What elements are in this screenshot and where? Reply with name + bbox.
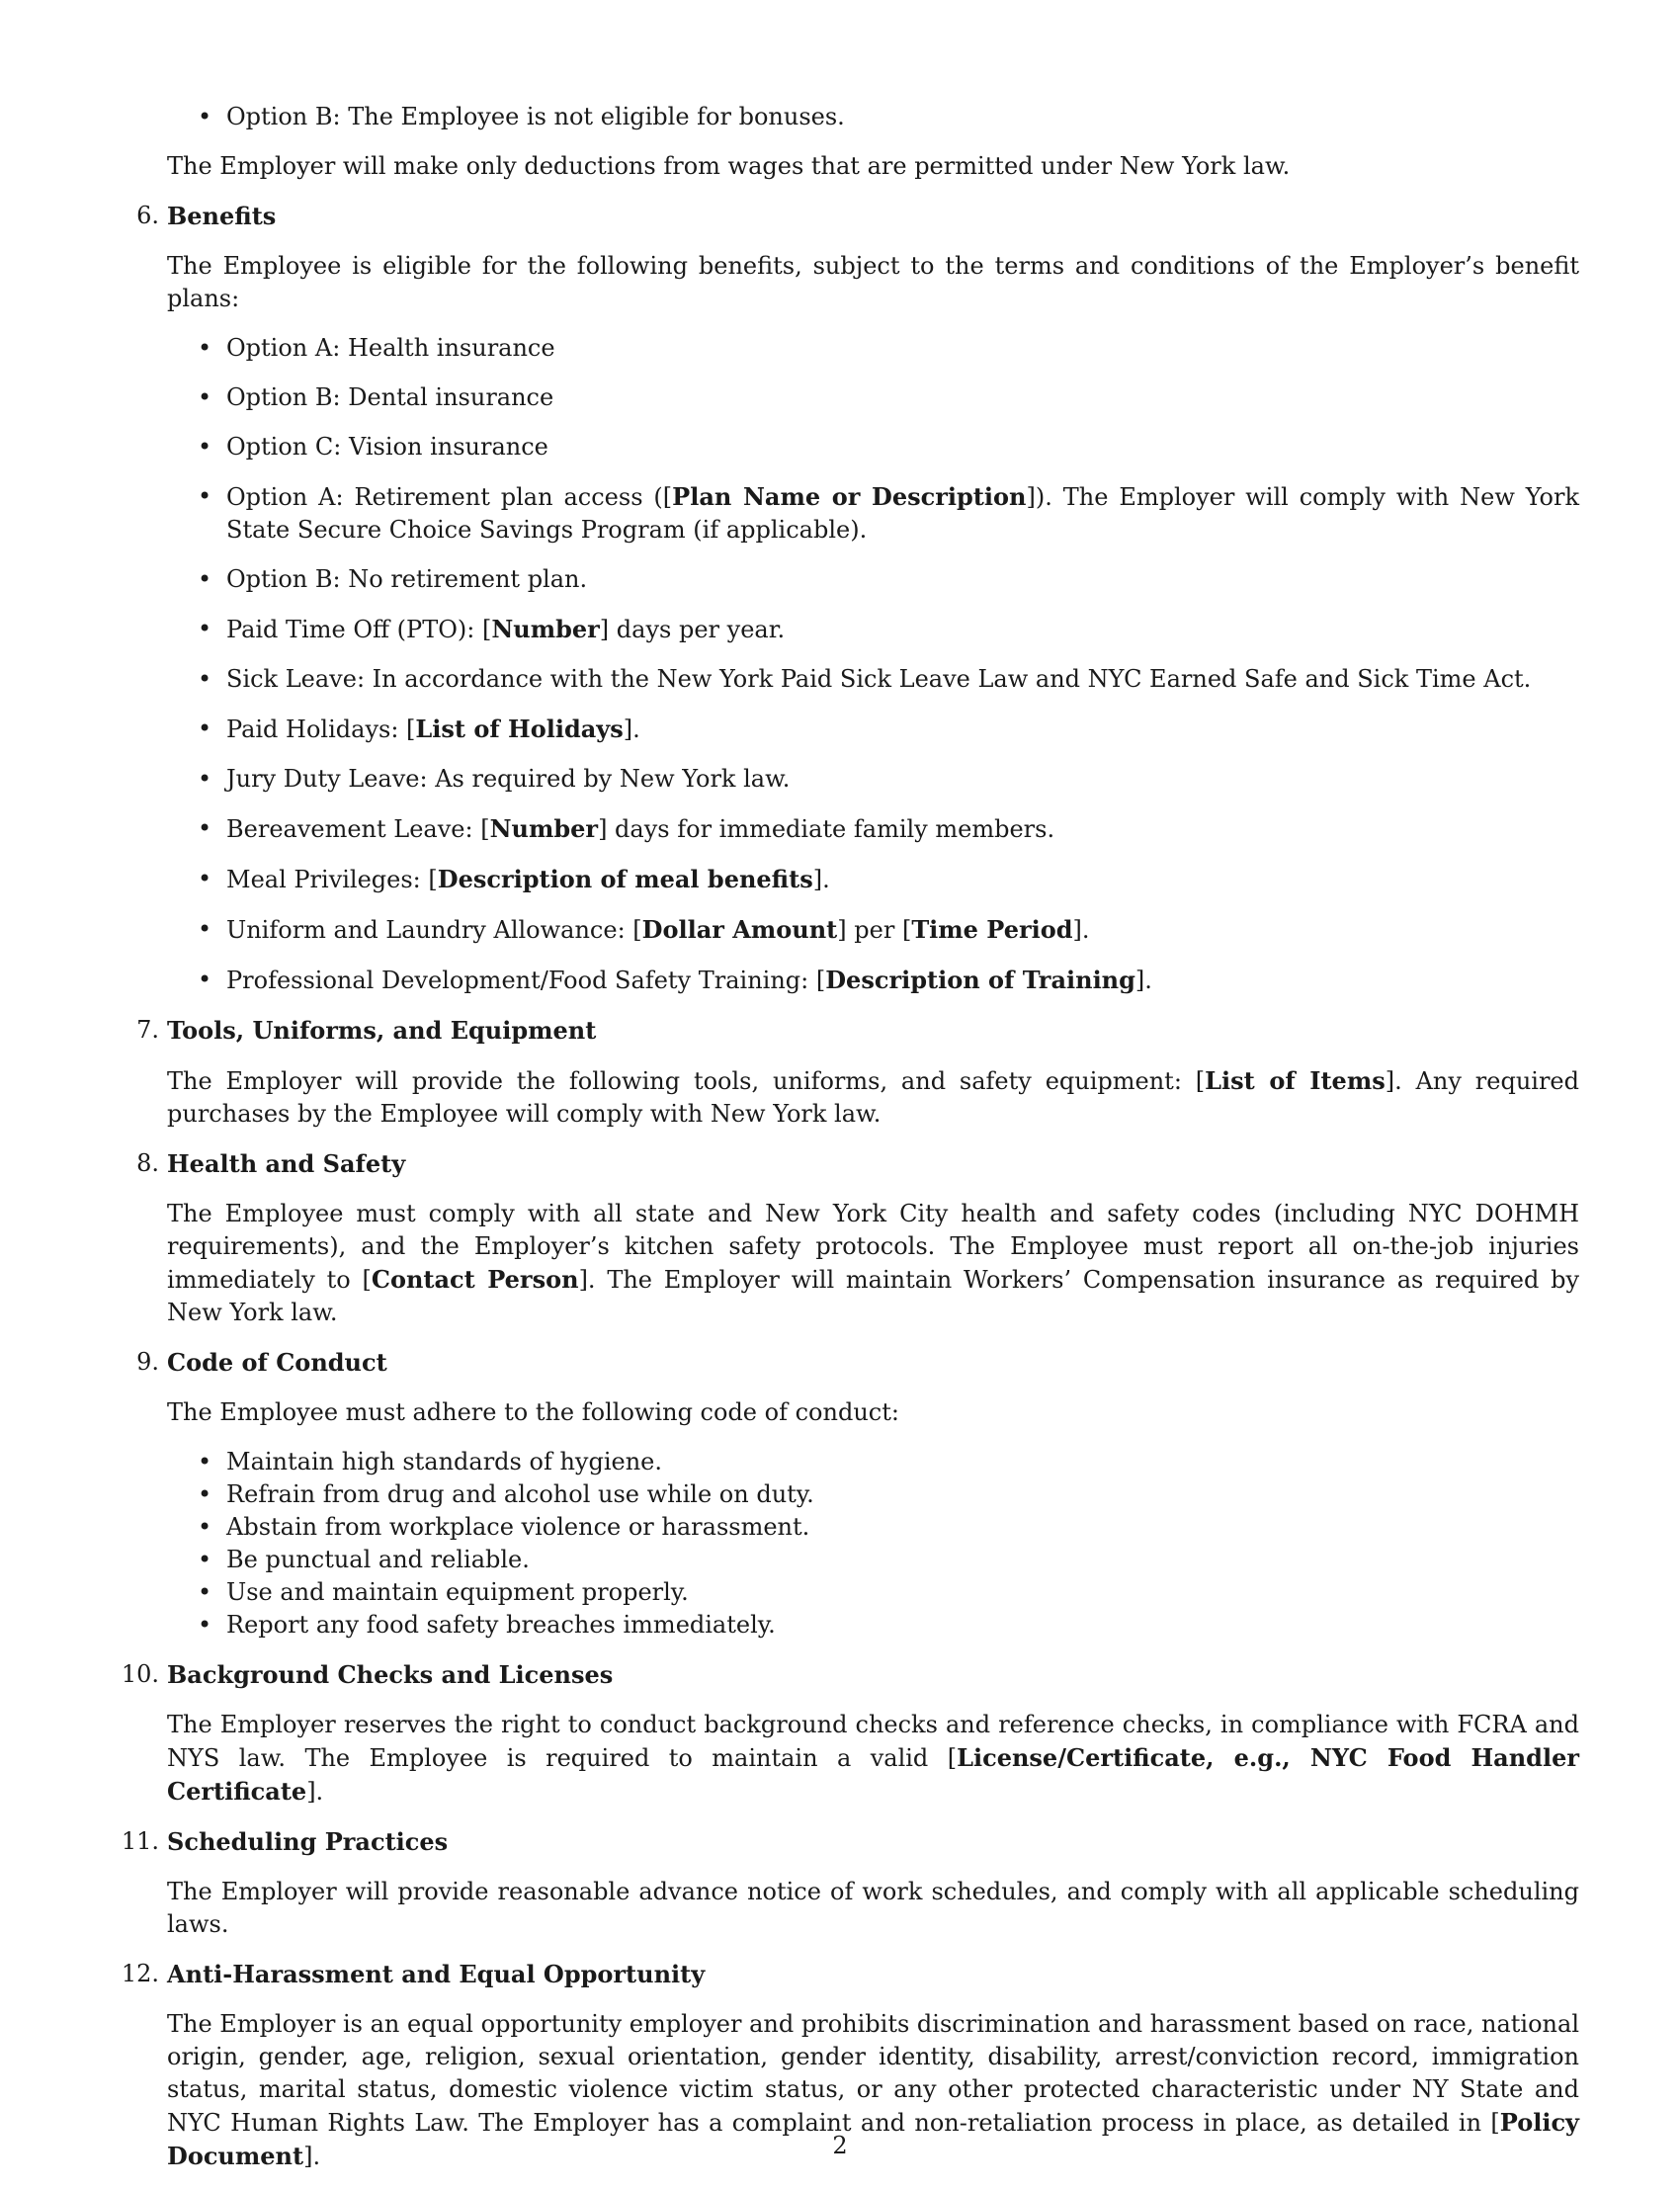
placeholder-field: Number [489, 814, 599, 843]
placeholder-field: List of Holidays [415, 715, 624, 743]
placeholder-field: Time Period [911, 915, 1073, 944]
background-paragraph: The Employer reserves the right to conduct background checks and reference checks, in compliance with FCRA and NYS law. The Employee is required to maintain a valid [License/Certificate, e.g., NYC Food Handler Certificate]. [167, 1711, 1579, 1806]
section-title: Background Checks and Licenses [167, 1660, 614, 1689]
benefit-item: • Bereavement Leave: [Number] days for immediate family members. [117, 812, 1579, 846]
section-heading [117, 1658, 1579, 1692]
placeholder-field: Description of Training [825, 966, 1135, 994]
deductions-paragraph: The Employer will make only deductions from wages that are permitted under New York law. [167, 152, 1291, 180]
placeholder-field: Policy Document [167, 2108, 1579, 2170]
section-number: 9. [136, 1348, 159, 1376]
health-paragraph: The Employee must comply with all state and New York City health and safety codes (including NYC DOHMH requirements), and the Employer’s kitchen safety protocols. The Employee must report all on-the-job injuries immediately to [Contact Person]. The Employer will maintain Workers’ Compensation insurance as required by New York law. [167, 1200, 1580, 1326]
placeholder-field: Description of meal benefits [437, 865, 813, 893]
section-title: Scheduling Practices [167, 1827, 449, 1856]
tools-paragraph: The Employer will provide the following tools, uniforms, and safety equipment: [List of Items]. Any required purchases by the Employee will comply with New York law. [167, 1066, 1580, 1128]
conduct-list [117, 1446, 1579, 1642]
section-heading [117, 1825, 1579, 1859]
conduct-item: • Abstain from workplace violence or harassment. [117, 1511, 1579, 1544]
section-code-of-conduct [117, 1346, 1579, 1642]
benefit-item: • Option B: No retirement plan. [117, 563, 1579, 596]
conduct-item: • Report any food safety breaches immediately. [117, 1609, 1579, 1642]
placeholder-field: Dollar Amount [641, 915, 838, 944]
benefit-item: • Paid Time Off (PTO): [Number] days per year. [117, 613, 1579, 646]
document-body [117, 101, 1579, 2190]
conduct-item: • Use and maintain equipment properly. [117, 1576, 1579, 1609]
benefits-list [117, 332, 1579, 997]
conduct-intro: The Employee must adhere to the following code of conduct: [167, 1398, 899, 1426]
section-heading [117, 200, 1579, 233]
benefit-item: • Option A: Retirement plan access ([Plan Name or Description]). The Employer will comply with New York State Secure Choice Savings Program (if applicable). [117, 480, 1579, 547]
benefit-item: • Option A: Health insurance [117, 332, 1579, 365]
benefit-item: • Option C: Vision insurance [117, 431, 1579, 463]
section-scheduling [117, 1825, 1579, 1941]
section-heading [117, 1014, 1579, 1048]
bonus-options-list [117, 101, 1579, 133]
scheduling-paragraph: The Employer will provide reasonable advance notice of work schedules, and comply with all applicable scheduling laws. [167, 1878, 1579, 1938]
placeholder-field: License/Certificate, e.g., NYC Food Handler Certificate [167, 1743, 1579, 1806]
benefit-item: • Option B: Dental insurance [117, 381, 1579, 414]
section-heading [117, 1147, 1579, 1181]
section-heading [117, 1958, 1579, 1991]
section-title: Tools, Uniforms, and Equipment [167, 1016, 597, 1045]
benefit-item: • Uniform and Laundry Allowance: [Dollar Amount] per [Time Period]. [117, 913, 1579, 947]
conduct-item: • Be punctual and reliable. [117, 1544, 1579, 1576]
conduct-item: • Refrain from drug and alcohol use while on duty. [117, 1478, 1579, 1511]
section-title: Code of Conduct [167, 1348, 387, 1377]
placeholder-field: List of Items [1205, 1066, 1386, 1095]
section-title: Anti-Harassment and Equal Opportunity [167, 1960, 706, 1988]
conduct-item: • Maintain high standards of hygiene. [117, 1446, 1579, 1478]
benefit-item: • Meal Privileges: [Description of meal benefits]. [117, 863, 1579, 896]
placeholder-field: Plan Name or Description [672, 482, 1027, 511]
section-health-safety [117, 1147, 1579, 1329]
bonus-option-b: • Option B: The Employee is not eligible for bonuses. [117, 101, 1579, 133]
benefit-item: • Jury Duty Leave: As required by New York law. [117, 763, 1579, 796]
section-number: 10. [121, 1660, 159, 1688]
placeholder-field: Number [491, 615, 600, 643]
page-number: 2 [832, 2132, 848, 2159]
section-title: Health and Safety [167, 1149, 406, 1178]
benefits-intro: The Employee is eligible for the following benefits, subject to the terms and conditions of the Employer’s benefit plans: [167, 252, 1579, 312]
section-number: 6. [136, 202, 159, 229]
benefit-item: • Professional Development/Food Safety Training: [Description of Training]. [117, 964, 1579, 997]
antiharass-paragraph: The Employer is an equal opportunity employer and prohibits discrimination and harassment based on race, national origin, gender, age, religion, sexual orientation, gender identity, disability, arrest/conviction record, immigration status, marital status, domestic violence victim status, or any other protected characteristic under NY State and NYC Human Rights Law. The Employer has a complaint and non-retaliation process in place, as detailed in [Policy Document]. [167, 2010, 1579, 2170]
benefit-item: • Paid Holidays: [List of Holidays]. [117, 713, 1579, 746]
benefit-item: • Sick Leave: In accordance with the New York Paid Sick Leave Law and NYC Earned Safe and Sick Time Act. [117, 663, 1579, 696]
section-background-checks [117, 1658, 1579, 1809]
section-tools [117, 1014, 1579, 1131]
section-title: Benefits [167, 202, 277, 230]
placeholder-field: Contact Person [371, 1265, 579, 1294]
section-number: 8. [136, 1149, 159, 1177]
section-number: 11. [121, 1827, 159, 1855]
section-number: 7. [136, 1016, 159, 1044]
section-benefits [117, 200, 1579, 997]
section-number: 12. [121, 1960, 159, 1987]
section-heading [117, 1346, 1579, 1380]
